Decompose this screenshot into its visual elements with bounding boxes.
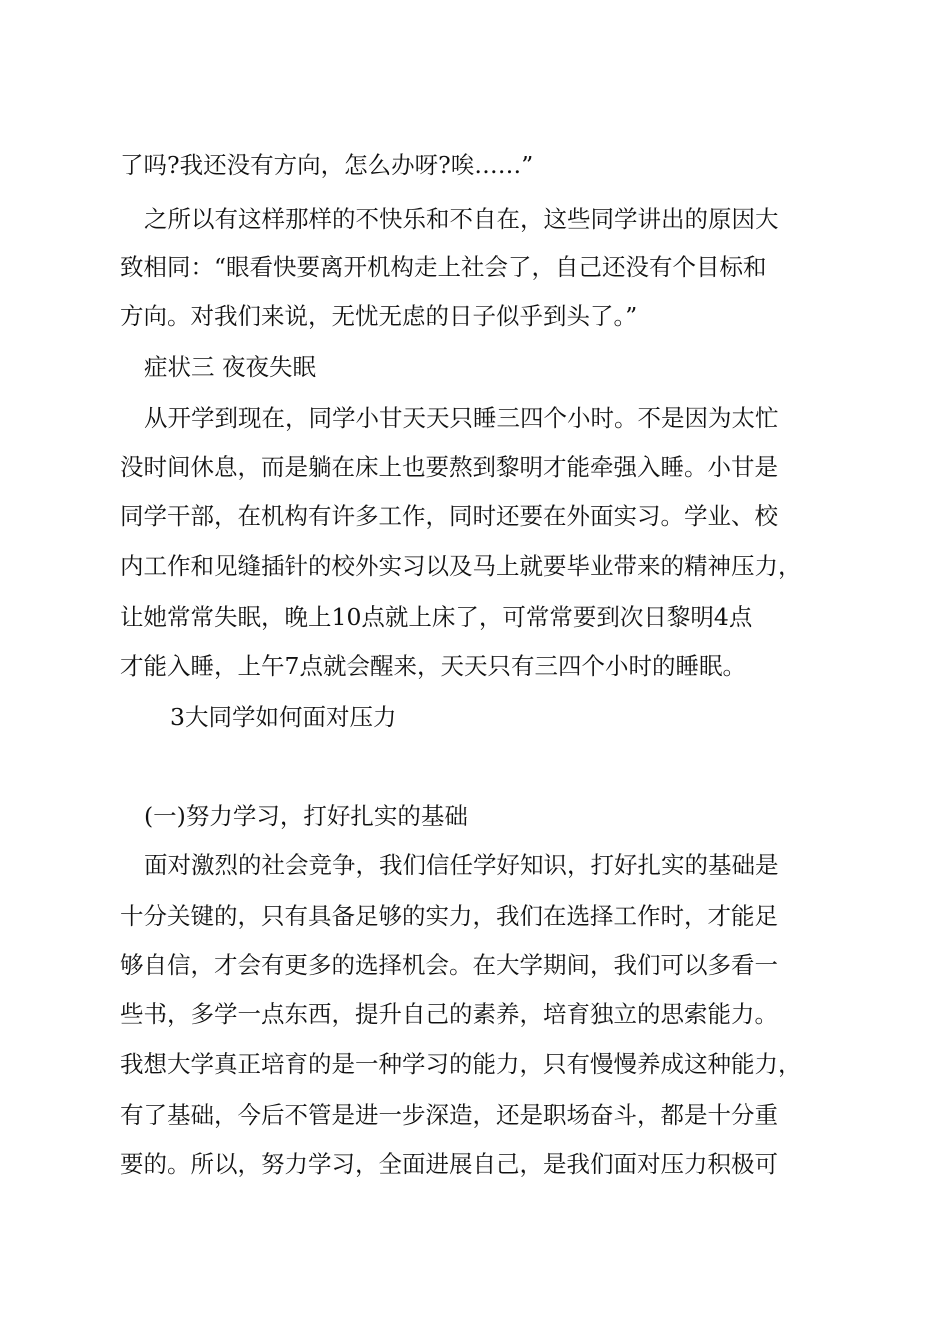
text-line: 内工作和见缝插针的校外实习以及马上就要毕业带来的精神压力， bbox=[120, 552, 802, 580]
text-line: 面对激烈的社会竞争，我们信任学好知识，打好扎实的基础是 bbox=[144, 851, 779, 879]
text-line: 要的。所以，努力学习，全面进展自己，是我们面对压力积极可 bbox=[120, 1150, 778, 1178]
text-line: 有了基础，今后不管是进一步深造，还是职场奋斗，都是十分重 bbox=[120, 1101, 778, 1129]
section-heading: 3大同学如何面对压力 bbox=[170, 703, 397, 731]
text-line: 之所以有这样那样的不快乐和不自在，这些同学讲出的原因大 bbox=[144, 205, 779, 233]
text-line: 了吗?我还没有方向，怎么办呀?唉……” bbox=[120, 151, 534, 179]
text-line: 同学干部，在机构有许多工作，同时还要在外面实习。学业、校 bbox=[120, 502, 778, 530]
text-line: 让她常常失眠，晚上10点就上床了，可常常要到次日黎明4点 bbox=[120, 603, 753, 631]
text-line: 十分关键的，只有具备足够的实力，我们在选择工作时，才能足 bbox=[120, 902, 778, 930]
text-line: 我想大学真正培育的是一种学习的能力，只有慢慢养成这种能力， bbox=[120, 1050, 802, 1078]
text-line: 才能入睡，上午7点就会醒来，天天只有三四个小时的睡眠。 bbox=[120, 652, 746, 680]
section-heading: 症状三 夜夜失眠 bbox=[144, 353, 316, 381]
text-line: 致相同：“眼看快要离开机构走上社会了，自己还没有个目标和 bbox=[120, 253, 767, 281]
text-line: 些书，多学一点东西，提升自己的素养，培育独立的思索能力。 bbox=[120, 1000, 778, 1028]
text-line: 没时间休息，而是躺在床上也要熬到黎明才能牵强入睡。小甘是 bbox=[120, 453, 778, 481]
text-line: 够自信，才会有更多的选择机会。在大学期间，我们可以多看一 bbox=[120, 951, 778, 979]
section-heading: (一)努力学习，打好扎实的基础 bbox=[144, 802, 468, 830]
text-line: 方向。对我们来说，无忧无虑的日子似乎到头了。” bbox=[120, 302, 638, 330]
text-line: 从开学到现在，同学小甘天天只睡三四个小时。不是因为太忙 bbox=[144, 404, 779, 432]
